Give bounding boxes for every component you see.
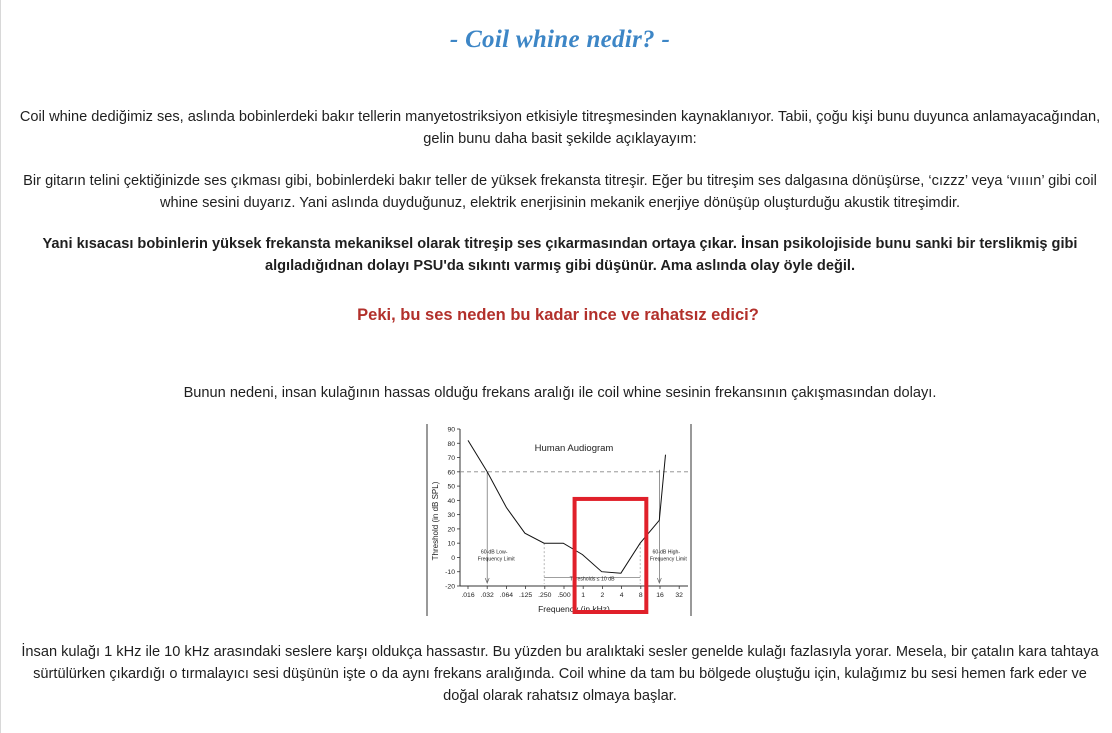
y-tick-label: 10 [447, 540, 455, 548]
low-limit-label: 60-dB Low- [480, 549, 508, 556]
x-tick-label: 32 [675, 592, 683, 599]
paragraph-line: Bir gitarın telini çektiğinizde ses çıkması gibi, bobinlerdeki bakır teller de yüksek frekansta titreşir. Eğer bu titreşim ses dalgasına dönüşürse, ‘cızzz’ veya ‘vıııın’ gibi coil [23, 173, 1097, 189]
x-tick-label: 16 [656, 592, 664, 599]
paragraph-sensitivity [0, 641, 1112, 707]
x-tick-label: .250 [538, 592, 552, 599]
y-tick-label: -20 [445, 583, 455, 591]
paragraph-guitar [0, 170, 1112, 214]
paragraph-reason [0, 382, 1112, 404]
paragraph-line: Yani kısacası bobinlerin yüksek frekansta mekaniksel olarak titreşip ses çıkarmasından ortaya çıkar. İnsan psikolojiside bunu sanki bir terslikmiş gibi [42, 236, 1078, 252]
threshold-note: Thresholds ≤ 10 dB [569, 576, 615, 583]
y-tick-label: 40 [447, 497, 455, 505]
section-heading: Peki, bu ses neden bu kadar ince ve rahatsız edici? [357, 306, 759, 324]
y-tick-label: 20 [447, 526, 455, 534]
y-tick-label: 60 [447, 469, 455, 477]
paragraph-line: sürtülürken çıkardığı o tırmalayıcı sesi düşünün işte o da aynı frekans aralığında. Coil whine da tam bu bölgede oluştuğu için, kulağımız bu sesi hemen fark eder ve [33, 666, 1087, 682]
paragraph-intro [0, 106, 1112, 150]
x-tick-label: 1 [581, 592, 586, 599]
y-axis-label: Threshold (in dB SPL) [431, 481, 440, 561]
high-limit-label: 60-dB High- [652, 549, 681, 556]
low-limit-label: Frequency Limit [477, 556, 515, 563]
highlight-box [575, 499, 647, 612]
paragraph-summary [0, 233, 1112, 277]
paragraph-line: doğal olarak rahatsız olmaya başlar. [443, 688, 677, 704]
chart-title: Human Audiogram [534, 443, 614, 454]
y-tick-label: 50 [447, 483, 455, 491]
paragraph-line: whine sesini duyarız. Yani aslında duyduğunuz, elektrik enerjisinin mekanik enerjiye dönüşüp oluşturduğu akustik titreşimdir. [159, 195, 961, 211]
y-tick-label: -10 [445, 569, 455, 577]
y-tick-label: 70 [447, 455, 455, 463]
x-tick-label: .064 [499, 592, 514, 599]
page-title: - Coil whine nedir? - [449, 26, 671, 53]
y-tick-label: 80 [447, 440, 455, 448]
high-limit-label: Frequency Limit [649, 556, 687, 563]
x-tick-label: .032 [480, 592, 494, 599]
y-tick-label: 30 [447, 512, 455, 520]
paragraph-line: algıladığıdnan dolayı PSU'da sıkıntı varmış gibi düşünür. Ama aslında olay öyle değil. [264, 258, 856, 274]
paragraph-line: Coil whine dediğimiz ses, aslında bobinlerdeki bakır tellerin manyetostriksiyon etkisiyle titreşmesinden kaynaklanıyor. Tabii, çoğu kişi bunu duyunca anlamayacağından, [19, 109, 1101, 125]
x-tick-label: 4 [619, 592, 624, 599]
x-tick-label: 2 [600, 592, 605, 599]
x-tick-label: 8 [638, 592, 643, 599]
paragraph-line: gelin bunu daha basit şekilde açıklayayım: [423, 131, 697, 147]
paragraph-line: İnsan kulağı 1 kHz ile 10 kHz arasındaki seslere karşı oldukça hassastır. Bu yüzden bu aralıktaki sesler genelde kulağı fazlasıyla yorar. Mesela, bir çatalın kara tahtaya [21, 644, 1099, 660]
x-tick-label: .125 [518, 592, 533, 599]
audiogram-chart [426, 421, 692, 617]
audiogram-figure [426, 421, 692, 617]
y-tick-label: 90 [447, 426, 455, 434]
y-tick-label: 0 [451, 554, 455, 562]
paragraph-line: Bunun nedeni, insan kulağının hassas olduğu frekans aralığı ile coil whine sesinin frekansının çakışmasından dolayı. [183, 385, 937, 401]
x-tick-label: .500 [557, 592, 571, 599]
x-axis-label: Frequency (in kHz) [538, 604, 610, 614]
x-tick-label: .016 [461, 592, 475, 599]
